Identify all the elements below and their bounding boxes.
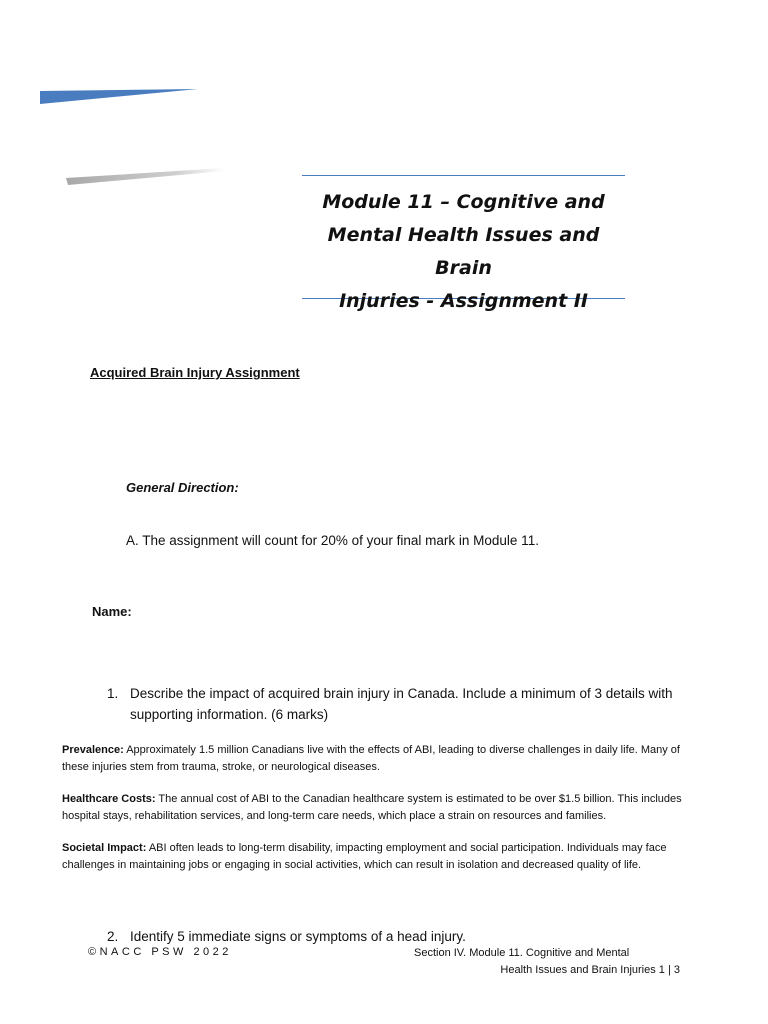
footer-section-line: Health Issues and Brain Injuries 1 | 3	[500, 964, 680, 976]
question-text: Describe the impact of acquired brain injury in Canada. Include a minimum of 3 details with supporting information. (6 marks)	[130, 686, 673, 722]
title-line: Injuries - Assignment II	[339, 290, 588, 312]
answer-text: The annual cost of ABI to the Canadian healthcare system is estimated to be over $1.5 billion. This includes hospital stays, rehabilitation services, and long-term care needs, which place a strain on resources and families.	[62, 793, 682, 822]
page-title	[302, 186, 625, 318]
answer-label: Healthcare Costs:	[62, 793, 156, 805]
footer-section	[400, 945, 680, 979]
answer-text: ABI often leads to long-term disability, impacting employment and social participation. Individuals may face challenges in maintaining jobs or engaging in social activities, which can result in isolation and decreased quality of life.	[62, 842, 667, 871]
direction-a: A. The assignment will count for 20% of your final mark in Module 11.	[126, 533, 539, 548]
answer-label: Societal Impact:	[62, 842, 147, 854]
answer-prevalence	[62, 742, 687, 775]
header-gray-stripe	[66, 166, 226, 188]
title-line: Module 11 – Cognitive and	[322, 191, 605, 213]
answer-text: Approximately 1.5 million Canadians live with the effects of ABI, leading to diverse challenges in daily life. Many of these injuries stem from trauma, stroke, or neurological diseases.	[62, 744, 680, 773]
question-number: 2.	[107, 929, 119, 944]
answer-healthcare-costs	[62, 791, 687, 824]
title-line: Mental Health Issues and Brain	[327, 224, 600, 279]
general-direction-label: General Direction:	[126, 480, 239, 495]
footer-copyright: ©NACC PSW 2022	[88, 946, 232, 958]
question-text: Identify 5 immediate signs or symptoms of a head injury.	[130, 929, 466, 944]
header-blue-stripe	[40, 88, 200, 106]
question-number: 1.	[107, 686, 119, 701]
title-block	[302, 175, 625, 312]
name-label: Name:	[92, 604, 132, 619]
footer-section-line: Section IV. Module 11. Cognitive and Mental	[414, 947, 630, 959]
section-heading: Acquired Brain Injury Assignment	[90, 365, 300, 380]
answer-label: Prevalence:	[62, 744, 124, 756]
answer-societal-impact	[62, 840, 687, 873]
